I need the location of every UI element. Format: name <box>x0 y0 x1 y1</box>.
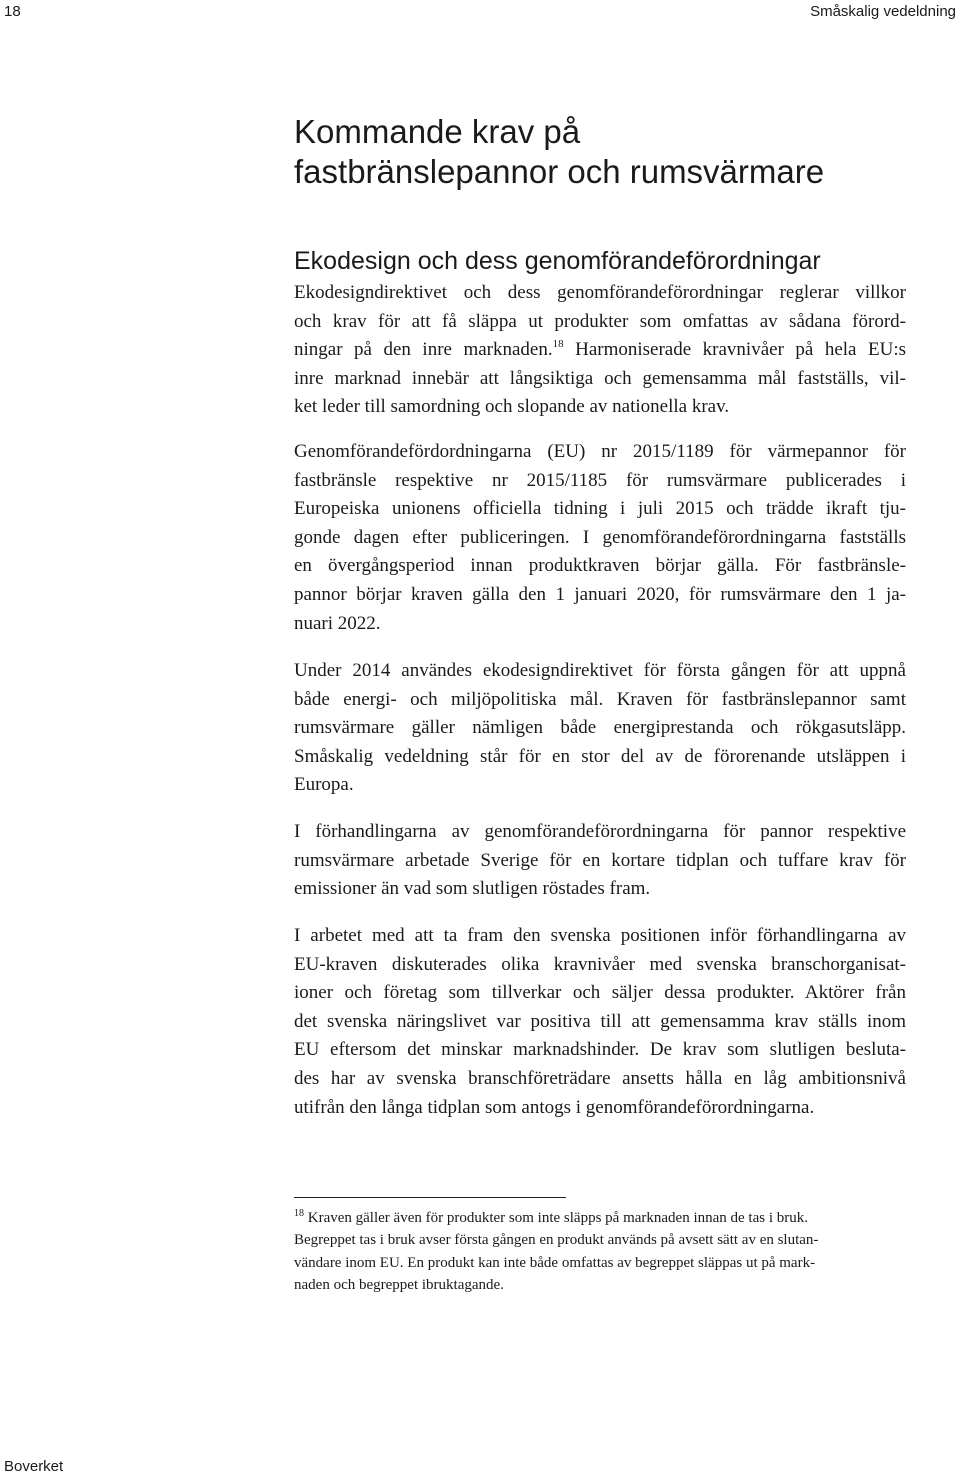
text-line: Småskalig vedeldning står för en stor del av de förorenande utsläppen i <box>294 745 906 767</box>
page-title-line-2: fastbränslepannor och rumsvärmare <box>294 153 825 190</box>
text-line: EU eftersom det minskar marknadshinder. De krav som slutligen besluta- <box>294 1039 906 1061</box>
text-line: rumsvärmare arbetade Sverige för en kortare tidplan och tuffare krav för <box>294 849 906 871</box>
footer-organization: Boverket <box>4 1458 64 1475</box>
footnote-marker: 18 <box>294 1208 304 1219</box>
text-segment: Kraven gäller även för produkter som inte släpps på marknaden innan de tas i bruk. <box>304 1210 809 1226</box>
text-line: ioner och företag som tillverkar och säljer dessa produkter. Aktörer från <box>294 982 906 1004</box>
paragraph-2014 <box>294 657 906 800</box>
text-line: Europeiska unionens officiella tidning i juli 2015 och trädde ikraft tju- <box>294 498 906 520</box>
text-line: både energi- och miljöpolitiska mål. Kraven för fastbränslepannor samt <box>294 688 906 710</box>
paragraph-genomforande <box>294 438 906 638</box>
page-title-line-1: Kommande krav på <box>294 113 581 150</box>
text-segment: ningar på den inre marknaden. <box>294 339 553 361</box>
text-segment: Harmoniserade kravnivåer på hela EU:s <box>563 339 906 361</box>
text-line <box>294 336 906 365</box>
footnote-line <box>294 1207 884 1229</box>
text-line: inre marknad innebär att långsiktiga och gemensamma mål fastställs, vil- <box>294 367 906 389</box>
text-line: ket leder till samordning och slopande av nationella krav. <box>294 396 730 418</box>
footnote-divider <box>294 1197 566 1198</box>
text-line: emissioner än vad som slutligen röstades fram. <box>294 878 651 900</box>
page-number: 18 <box>4 3 21 20</box>
text-line: des har av svenska branschföreträdare ansetts hålla en låg ambitionsnivå <box>294 1067 906 1089</box>
text-line: det svenska näringslivet var positiva till att gemensamma krav ställs inom <box>294 1010 906 1032</box>
footnote-line: Begreppet tas i bruk avser första gången en produkt används på avsett sätt av en slutan- <box>294 1232 819 1249</box>
running-header-title: Småskalig vedeldning <box>810 3 956 20</box>
text-line: pannor börjar kraven gälla den 1 januari 2020, för rumsvärmare den 1 ja- <box>294 583 906 605</box>
text-line: I arbetet med att ta fram den svenska positionen inför förhandlingarna av <box>294 925 906 946</box>
text-line: gonde dagen efter publiceringen. I genomförandeförordningarna fastställs <box>294 526 906 548</box>
footnote-reference[interactable]: 18 <box>552 338 564 351</box>
text-line: och krav för att få släppa ut produkter som omfattas av sådana förord- <box>294 310 906 332</box>
footnote <box>294 1207 884 1296</box>
text-line: I förhandlingarna av genomförandeförordningarna för pannor respektive <box>294 821 906 842</box>
paragraph-ekodesign-intro <box>294 279 906 422</box>
text-line: utifrån den långa tidplan som antogs i genomförandeförordningarna. <box>294 1096 815 1118</box>
text-line: Genomförandefördordningarna (EU) nr 2015/1189 för värmepannor för <box>294 441 906 462</box>
text-line: EU-kraven diskuterades olika kravnivåer med svenska branschorganisat- <box>294 953 906 975</box>
text-line: en övergångsperiod innan produktkraven börjar gälla. För fastbränsle- <box>294 555 906 577</box>
text-line: nuari 2022. <box>294 612 381 634</box>
paragraph-svenska-positionen <box>294 922 906 1122</box>
text-line: Europa. <box>294 774 354 796</box>
paragraph-forhandlingar <box>294 818 906 904</box>
page-title <box>294 112 934 192</box>
text-line: fastbränsle respektive nr 2015/1185 för rumsvärmare publicerades i <box>294 469 906 491</box>
text-line: Ekodesigndirektivet och dess genomförandeförordningar reglerar villkor <box>294 282 906 303</box>
footnote-line: vändare inom EU. En produkt kan inte både omfattas av begreppet släppas ut på mark- <box>294 1254 816 1271</box>
footnote-line: naden och begreppet ibruktagande. <box>294 1276 504 1293</box>
text-line: rumsvärmare gäller nämligen både energiprestanda och rökgasutsläpp. <box>294 717 906 739</box>
text-line: Under 2014 användes ekodesigndirektivet för första gången för att uppnå <box>294 660 906 681</box>
section-heading: Ekodesign och dess genomförandeförordningar <box>294 247 821 275</box>
